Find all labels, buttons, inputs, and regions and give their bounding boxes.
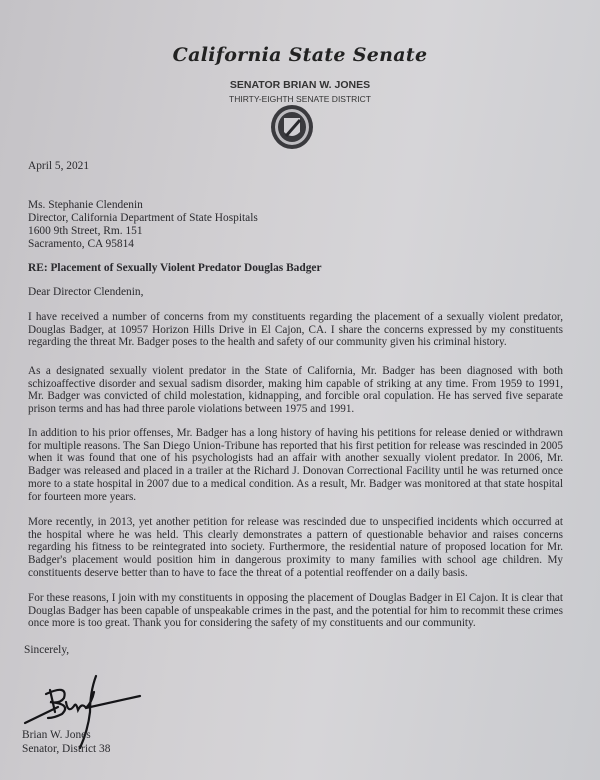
letterhead-title: California State Senate [172,44,428,66]
body-paragraph: As a designated sexually violent predator in the State of California, Mr. Badger has been diagnosed with both schizoaffective disorder and sexual sadism disorder, making him capable of striking at any time. From 1959 to 1991, Mr. Badger was convicted of child molestation, kidnapping, and forcible oral copulation. He has served five separate prison terms and has had three parole violations between 1975 and 1991. [28,365,563,416]
california-senate-seal-icon [270,104,314,150]
subject-line: RE: Placement of Sexually Violent Predator Douglas Badger [28,262,322,274]
letterhead-district: THIRTY-EIGHTH SENATE DISTRICT [229,94,371,104]
signer-name: Brian W. Jones [22,729,91,741]
recipient-title: Director, California Department of State Hospitals [28,212,258,224]
recipient-street: 1600 9th Street, Rm. 151 [28,225,143,237]
signer-title: Senator, District 38 [22,743,111,755]
letter-date: April 5, 2021 [28,160,90,172]
letterhead-senator: SENATOR BRIAN W. JONES [229,79,371,91]
body-paragraph: In addition to his prior offenses, Mr. Badger has a long history of having his petitions for release denied or withdrawn for multiple reasons. The San Diego Union-Tribune has reported that his first petition for release was rescinded in 2005 when it was found that one of his psychologists had an affair with another sexually violent predator. In 2006, Mr. Badger was released and placed in a trailer at the Richard J. Donovan Correctional Facility until he was returned once more to a state hospital in 2007 due to a medical condition. As a result, Mr. Badger was monitored at that state hospital for fourteen more years. [28,427,563,503]
body-paragraph: For these reasons, I join with my constituents in opposing the placement of Douglas Badger in El Cajon. It is clear that Douglas Badger has been capable of unspeakable crimes in the past, and the potential for him to recommit these crimes once more is too great. Thank you for considering the safety of my constituents and our community. [28,592,563,630]
recipient-city: Sacramento, CA 95814 [28,238,134,250]
closing: Sincerely, [24,644,70,656]
body-paragraph: More recently, in 2013, yet another petition for release was rescinded due to unspecified incidents which occurred at the hospital where he was held. This clearly demonstrates a pattern of questionable behavior and raises concerns regarding his fitness to be reintegrated into society. Furthermore, the residential nature of proposed location for Mr. Badger's placement would position him in dangerous proximity to many families with school age children. My constituents deserve better than to have to face the threat of a potential reoffender on a daily basis. [28,516,563,579]
salutation: Dear Director Clendenin, [28,286,144,298]
body-paragraph: I have received a number of concerns from my constituents regarding the placement of a sexually violent predator, Douglas Badger, at 10957 Horizon Hills Drive in El Cajon, CA. I share the concerns expressed by my constituents regarding the threat Mr. Badger poses to the health and safety of our community given his criminal history. [28,311,563,349]
recipient-name: Ms. Stephanie Clendenin [28,199,143,211]
